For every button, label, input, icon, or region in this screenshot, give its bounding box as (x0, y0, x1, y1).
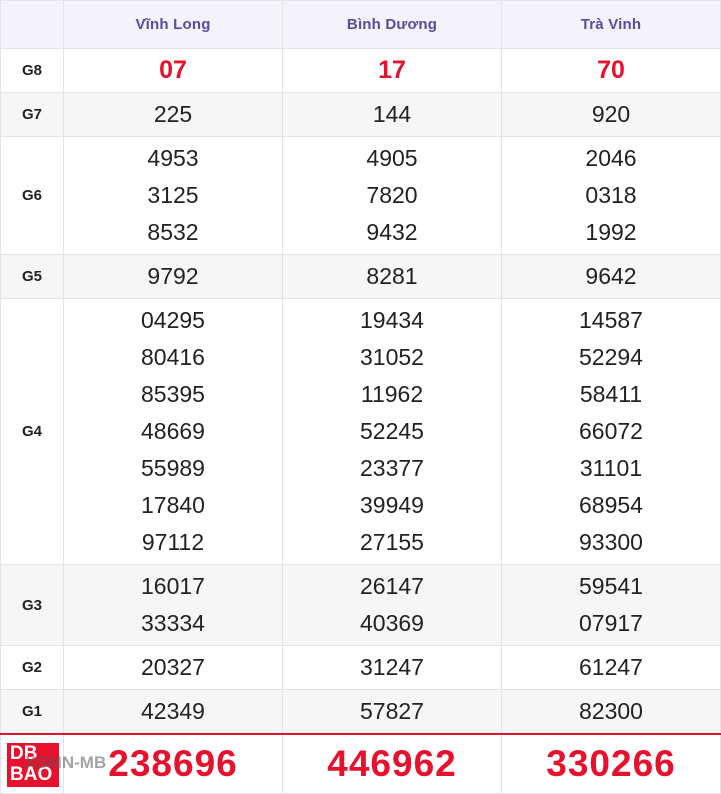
number-cell: 80416 (141, 344, 205, 370)
logo-line-2: BAO (10, 764, 53, 785)
number-cell: 2046 (585, 145, 637, 171)
number-cell: 07 (159, 56, 187, 84)
numbers-g7-tra-vinh (502, 93, 721, 137)
number-cell: 20327 (141, 654, 205, 680)
header-row (1, 1, 721, 49)
numbers-g5-binh-duong (283, 255, 502, 299)
logo-line-1: DB (10, 743, 38, 764)
number-cell: 82300 (579, 698, 643, 724)
numbers-g8-tra-vinh (502, 49, 721, 93)
numbers-g3-vinh-long (64, 565, 283, 646)
number-cell: 85395 (141, 381, 205, 407)
prize-label-g2: G2 (1, 646, 64, 690)
number-cell: 93300 (579, 529, 643, 555)
number-cell: 17840 (141, 492, 205, 518)
number-cell: 55989 (141, 455, 205, 481)
prize-label-g8: G8 (1, 49, 64, 93)
table-row-g2 (1, 646, 721, 690)
table-row-g1 (1, 690, 721, 735)
numbers-g1-tra-vinh (502, 690, 721, 735)
table-row-g8 (1, 49, 721, 93)
table-row-g4 (1, 299, 721, 565)
number-cell: 9432 (366, 219, 418, 245)
numbers-g2-tra-vinh (502, 646, 721, 690)
number-cell: 70 (597, 56, 625, 84)
table-header (1, 1, 721, 49)
number-cell: 27155 (360, 529, 424, 555)
numbers-g7-binh-duong (283, 93, 502, 137)
column-header-tra-vinh: Trà Vinh (502, 1, 721, 49)
numbers-g6-tra-vinh (502, 137, 721, 255)
number-cell: 11962 (360, 381, 424, 407)
number-cell: 40369 (360, 610, 424, 636)
numbers-g2-binh-duong (283, 646, 502, 690)
table-row-special-prize (1, 734, 721, 794)
numbers-g6-vinh-long (64, 137, 283, 255)
prize-label-g6: G6 (1, 137, 64, 255)
header-corner (1, 1, 64, 49)
numbers-g3-binh-duong (283, 565, 502, 646)
number-cell: 9642 (585, 263, 637, 289)
special-number-binh-duong: 446962 (283, 734, 502, 794)
number-cell: 33334 (141, 610, 205, 636)
number-cell: 61247 (579, 654, 643, 680)
number-cell: 59541 (579, 573, 643, 599)
numbers-g3-tra-vinh (502, 565, 721, 646)
number-cell: 14587 (579, 307, 643, 333)
numbers-g8-binh-duong (283, 49, 502, 93)
number-cell: 4905 (366, 145, 418, 171)
number-cell: 16017 (141, 573, 205, 599)
numbers-g8-vinh-long (64, 49, 283, 93)
number-cell: 17 (378, 56, 406, 84)
number-cell: 57827 (360, 698, 424, 724)
number-cell: 68954 (579, 492, 643, 518)
number-cell: 31052 (360, 344, 424, 370)
watermark-text: XSMN-MB (25, 753, 107, 772)
numbers-g4-binh-duong (283, 299, 502, 565)
table-row-g3 (1, 565, 721, 646)
number-cell: 9792 (147, 263, 199, 289)
number-cell: 66072 (579, 418, 643, 444)
column-header-vinh-long: Vĩnh Long (64, 1, 283, 49)
special-number-tra-vinh: 330266 (502, 734, 721, 794)
number-cell: 07917 (579, 610, 643, 636)
numbers-g4-tra-vinh (502, 299, 721, 565)
prize-label-g7: G7 (1, 93, 64, 137)
number-cell: 04295 (141, 307, 205, 333)
numbers-g1-vinh-long (64, 690, 283, 735)
number-cell: 39949 (360, 492, 424, 518)
number-cell: 42349 (141, 698, 205, 724)
table-row-g7 (1, 93, 721, 137)
logo-cell (1, 734, 107, 794)
number-cell: 0318 (585, 182, 637, 208)
number-cell: 48669 (141, 418, 205, 444)
table-row-g6 (1, 137, 721, 255)
number-cell: 19434 (360, 307, 424, 333)
column-header-binh-duong: Bình Dương (283, 1, 502, 49)
numbers-g7-vinh-long (64, 93, 283, 137)
numbers-g2-vinh-long (64, 646, 283, 690)
special-number-vinh-long: 238696 (64, 734, 283, 794)
table-body (1, 49, 721, 794)
number-cell: 144 (372, 101, 412, 127)
number-cell: 97112 (141, 529, 205, 555)
prize-label-g5: G5 (1, 255, 64, 299)
site-logo (7, 743, 59, 787)
number-cell: 31247 (360, 654, 424, 680)
prize-label-g1: G1 (1, 690, 64, 735)
number-cell: 8532 (147, 219, 199, 245)
numbers-g5-tra-vinh (502, 255, 721, 299)
numbers-g6-binh-duong (283, 137, 502, 255)
number-cell: 920 (591, 101, 631, 127)
number-cell: 31101 (579, 455, 643, 481)
number-cell: 3125 (147, 182, 199, 208)
prize-label-g3: G3 (1, 565, 64, 646)
numbers-g1-binh-duong (283, 690, 502, 735)
number-cell: 8281 (366, 263, 418, 289)
numbers-g5-vinh-long (64, 255, 283, 299)
number-cell: 26147 (360, 573, 424, 599)
table-row-g5 (1, 255, 721, 299)
number-cell: 23377 (360, 455, 424, 481)
number-cell: 7820 (366, 182, 418, 208)
number-cell: 52294 (579, 344, 643, 370)
number-cell: 4953 (147, 145, 199, 171)
number-cell: 1992 (585, 219, 637, 245)
number-cell: 52245 (360, 418, 424, 444)
number-cell: 225 (153, 101, 193, 127)
number-cell: 58411 (579, 381, 643, 407)
prize-label-g4: G4 (1, 299, 64, 565)
numbers-g4-vinh-long (64, 299, 283, 565)
